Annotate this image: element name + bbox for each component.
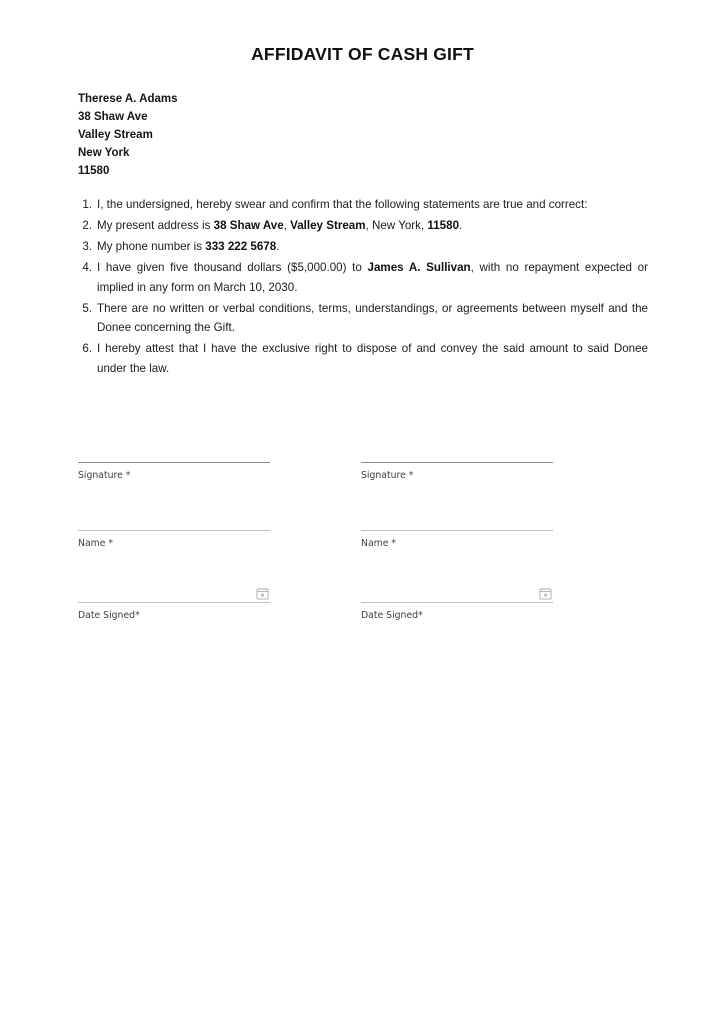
date-signed-input-row-right[interactable] xyxy=(361,584,553,602)
name-label-left: Name * xyxy=(78,538,114,549)
statement-number: 2. xyxy=(82,219,92,232)
date-signed-label-left: Date Signed* xyxy=(78,610,140,621)
date-signed-input-row-left[interactable] xyxy=(78,584,270,602)
address-line-city: Valley Stream xyxy=(78,129,153,141)
signature-field-right[interactable] xyxy=(361,462,553,482)
date-signed-field-right[interactable] xyxy=(361,584,553,622)
statement-text: I have given five thousand dollars ($5,000.00) to James A. Sullivan, with no repayment expected or implied in any form on March 10, 2030. xyxy=(97,261,648,294)
name-input-line-right[interactable] xyxy=(361,530,553,531)
statement-text: I, the undersigned, hereby swear and confirm that the following statements are true and correct: xyxy=(97,198,588,211)
statement-number: 3. xyxy=(82,240,92,253)
statement-item xyxy=(78,258,648,297)
statement-text: I hereby attest that I have the exclusive right to dispose of and convey the said amount to said Donee under the law. xyxy=(97,342,648,375)
statement-emphasis: Valley Stream xyxy=(290,219,366,232)
statement-number: 1. xyxy=(82,198,92,211)
statement-emphasis: 333 222 5678 xyxy=(205,240,277,253)
date-signed-field-left[interactable] xyxy=(78,584,270,622)
signature-form-section xyxy=(0,462,725,622)
name-field-right[interactable] xyxy=(361,530,553,550)
statement-item xyxy=(78,339,648,378)
signature-input-line-right[interactable] xyxy=(361,462,553,463)
date-signed-label-right: Date Signed* xyxy=(361,610,423,621)
statement-item xyxy=(78,216,648,236)
statement-number: 6. xyxy=(82,342,92,355)
date-signed-input-line-left[interactable] xyxy=(78,602,270,603)
address-line-street: 38 Shaw Ave xyxy=(78,111,148,123)
date-signed-input-line-right[interactable] xyxy=(361,602,553,603)
statement-text: My phone number is 333 222 5678. xyxy=(97,240,280,253)
signature-field-left[interactable] xyxy=(78,462,270,482)
name-label-right: Name * xyxy=(361,538,397,549)
statement-item xyxy=(78,299,648,338)
statement-item xyxy=(78,195,648,215)
statement-emphasis: James A. Sullivan xyxy=(367,261,471,274)
address-line-state: New York xyxy=(78,147,130,159)
statement-number: 4. xyxy=(82,261,92,274)
affiant-address-block xyxy=(78,90,178,180)
page-title: AFFIDAVIT OF CASH GIFT xyxy=(251,44,474,64)
signature-input-line-left[interactable] xyxy=(78,462,270,463)
statement-text: My present address is 38 Shaw Ave, Valley Stream, New York, 11580. xyxy=(97,219,463,232)
statement-text: There are no written or verbal conditions, terms, understandings, or agreements between myself and the Donee concerning the Gift. xyxy=(97,301,648,334)
calendar-icon[interactable] xyxy=(539,587,552,600)
calendar-icon[interactable] xyxy=(256,587,269,600)
statement-item xyxy=(78,237,648,257)
statement-number: 5. xyxy=(82,301,92,315)
statements-list xyxy=(78,195,648,380)
address-line-zip: 11580 xyxy=(78,165,110,177)
statement-emphasis: 11580 xyxy=(427,219,460,232)
statement-emphasis: 38 Shaw Ave xyxy=(213,219,284,232)
name-field-left[interactable] xyxy=(78,530,270,550)
address-line-name: Therese A. Adams xyxy=(78,93,178,105)
signature-label-left: Signature * xyxy=(78,470,131,481)
signature-label-right: Signature * xyxy=(361,470,414,481)
name-input-line-left[interactable] xyxy=(78,530,270,531)
